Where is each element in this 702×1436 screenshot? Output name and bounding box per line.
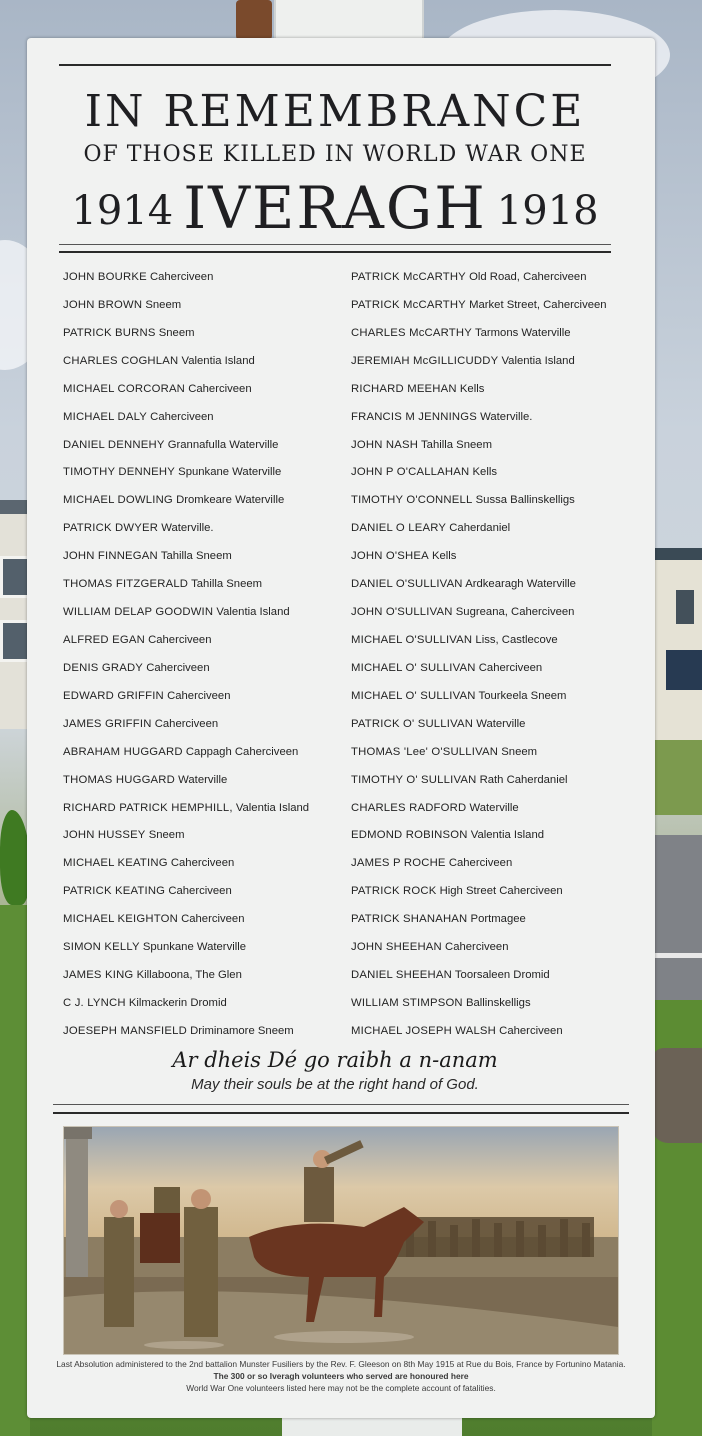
soldier-place: Kells	[431, 550, 457, 563]
soldier-name: JAMES GRIFFIN	[63, 717, 152, 730]
title-rule	[59, 251, 611, 253]
soldier-name: C J. LYNCH	[63, 996, 126, 1009]
soldier-name: MICHAEL DALY	[63, 410, 148, 423]
soldier-name: TIMOTHY O' SULLIVAN	[351, 773, 477, 786]
title-rule-thin	[59, 244, 611, 245]
memorial-entry	[351, 937, 651, 965]
memorial-entry	[351, 825, 651, 853]
memorial-entry	[351, 909, 651, 937]
memorial-entry	[63, 909, 363, 937]
caption-painting: Last Absolution administered to the 2nd battalion Munster Fusiliers by the Rev. F. Gleeson on 8th May 1915 at Rue du Bois, France by Fortunino Matania.	[56, 1359, 626, 1369]
soldier-place: Liss, Castlecove	[475, 633, 558, 646]
memorial-entry	[63, 295, 363, 323]
memorial-entry	[63, 602, 363, 630]
names-column-right	[351, 267, 651, 1049]
soldier-place: Caherciveen	[146, 661, 210, 674]
soldier-place: Tahilla Sneem	[421, 438, 492, 451]
memorial-entry	[351, 1021, 651, 1049]
soldier-place: Waterville.	[480, 410, 533, 423]
soldier-name: PATRICK DWYER	[63, 522, 159, 535]
soldier-place: Spunkane Waterville	[142, 941, 247, 954]
soldier-name: JOESEPH MANSFIELD	[63, 1024, 187, 1037]
soldier-place: Toorsaleen Dromid	[454, 969, 550, 982]
soldier-name: DANIEL O'SULLIVAN	[351, 578, 463, 591]
soldier-name: PATRICK ROCK	[351, 885, 437, 898]
soldier-place: Valentia Island	[501, 354, 575, 367]
year-end: 1918	[496, 188, 599, 234]
soldier-place: Sneem	[145, 298, 182, 311]
soldier-name: FRANCIS M JENNINGS	[351, 410, 477, 423]
soldier-name: DANIEL O LEARY	[351, 522, 447, 535]
memorial-entry	[63, 267, 363, 295]
window	[676, 590, 694, 624]
blessing-english: May their souls be at the right hand of God.	[191, 1076, 479, 1093]
soldier-name: JAMES KING	[63, 969, 134, 982]
hedge-left	[0, 810, 30, 905]
memorial-entry	[63, 630, 363, 658]
hedge-right	[650, 735, 702, 815]
soldier-name: PATRICK O' SULLIVAN	[351, 717, 474, 730]
place-name: IVERAGH	[183, 174, 487, 242]
soldier-name: ALFRED EGAN	[63, 633, 145, 646]
memorial-entry	[63, 1021, 363, 1049]
memorial-entry	[63, 379, 363, 407]
memorial-entry	[351, 798, 651, 826]
soldier-place: Kells	[459, 382, 485, 395]
memorial-entry	[351, 881, 651, 909]
soldier-name: TIMOTHY O'CONNELL	[351, 494, 473, 507]
soldier-name: PATRICK BURNS	[63, 326, 156, 339]
soldier-place: Cappagh Caherciveen	[185, 745, 299, 758]
memorial-entry	[63, 993, 363, 1021]
soldier-name: WILLIAM DELAP GOODWIN	[63, 606, 214, 619]
soldier-place: Waterville	[476, 717, 526, 730]
soldier-name: JOHN BROWN	[63, 298, 143, 311]
soldier-name: CHARLES RADFORD	[351, 801, 467, 814]
soldier-place: Rath Caherdaniel	[479, 773, 568, 786]
memorial-entry	[351, 546, 651, 574]
soldier-place: Tourkeela Sneem	[478, 689, 567, 702]
soldier-place: Caherciveen	[478, 661, 543, 674]
year-start: 1914	[71, 188, 174, 234]
memorial-entry	[351, 853, 651, 881]
soldier-name: JOHN BOURKE	[63, 271, 147, 283]
soldier-place: High Street Caherciveen	[439, 885, 563, 898]
soldier-place: Ardkearagh Waterville	[465, 578, 576, 591]
soldier-place: Valentia Island	[470, 829, 545, 842]
soldier-place: Tahilla Sneem	[160, 550, 232, 563]
soldier-place: Valentia Island	[181, 354, 255, 367]
soldier-place: Dromkeare Waterville	[176, 494, 285, 507]
caption-note: World War One volunteers listed here may not be the complete account of fatalities.	[186, 1383, 496, 1393]
soldier-name: DANIEL SHEEHAN	[351, 969, 452, 982]
soldier-name: ABRAHAM HUGGARD	[63, 745, 183, 758]
soldier-name: MICHAEL KEATING	[63, 857, 168, 870]
shop-front	[666, 650, 702, 690]
soldier-name: JOHN O'SULLIVAN	[351, 606, 453, 619]
soldier-place: Waterville	[469, 801, 519, 814]
pole-ornament	[236, 0, 272, 40]
soldier-name: JOHN SHEEHAN	[351, 941, 442, 954]
memorial-entry	[351, 770, 651, 798]
soldier-place: Caherciveen	[149, 271, 214, 283]
blessing-rule	[53, 1112, 629, 1114]
memorial-entry	[351, 630, 651, 658]
memorial-entry	[351, 714, 651, 742]
memorial-entry	[63, 574, 363, 602]
soldier-name: RICHARD PATRICK HEMPHILL,	[63, 801, 233, 814]
soldier-place: Caherciveen	[499, 1024, 563, 1037]
soldier-name: MICHAEL O' SULLIVAN	[351, 689, 476, 702]
soldier-name: PATRICK McCARTHY	[351, 271, 466, 283]
memorial-entry	[351, 435, 651, 463]
soldier-place: Tahilla Sneem	[191, 578, 263, 591]
caption-honour: The 300 or so Iveragh volunteers who served are honoured here	[213, 1371, 469, 1381]
memorial-entry	[351, 323, 651, 351]
soldier-name: MICHAEL DOWLING	[63, 494, 173, 507]
soldier-place: Caherdaniel	[449, 522, 511, 535]
memorial-entry	[63, 798, 363, 826]
soldier-name: JOHN NASH	[351, 438, 419, 451]
soldier-name: SIMON KELLY	[63, 941, 140, 954]
soldier-place: Tarmons Waterville	[474, 326, 571, 339]
title-remembrance: IN REMEMBRANCE	[84, 86, 586, 137]
memorial-entry	[63, 518, 363, 546]
soldier-name: THOMAS HUGGARD	[63, 773, 176, 786]
soldier-place: Ballinskelligs	[465, 996, 531, 1009]
memorial-entry	[351, 658, 651, 686]
memorial-entry	[351, 407, 651, 435]
soldier-place: Kells	[472, 466, 497, 479]
memorial-entry	[63, 435, 363, 463]
memorial-entry	[351, 351, 651, 379]
soldier-place: Caherciveen	[150, 410, 214, 423]
soldier-place: Driminamore Sneem	[190, 1024, 294, 1037]
soldier-name: EDWARD GRIFFIN	[63, 689, 164, 702]
memorial-entry	[63, 825, 363, 853]
soldier-name: MICHAEL CORCORAN	[63, 382, 186, 395]
soldier-place: Kilmackerin Dromid	[128, 996, 227, 1009]
memorial-entry	[63, 714, 363, 742]
road	[648, 835, 702, 1000]
soldier-place: Valentia Island	[216, 606, 290, 619]
grass-left	[0, 905, 30, 1436]
memorial-entry	[63, 686, 363, 714]
memorial-entry	[351, 295, 651, 323]
memorial-entry	[63, 490, 363, 518]
soldier-place: Spunkane Waterville	[178, 466, 282, 479]
blessing-rule-thin	[53, 1104, 629, 1105]
soldier-place: Waterville.	[161, 522, 214, 535]
soldier-place: Caherciveen	[181, 913, 245, 926]
blessing-irish: Ar dheis Dé go raibh a n-anam	[172, 1048, 498, 1072]
soldier-name: EDMOND ROBINSON	[351, 829, 468, 842]
soldier-place: Caherciveen	[170, 857, 235, 870]
memorial-entry	[351, 993, 651, 1021]
memorial-entry	[351, 518, 651, 546]
soldier-place: Caherciveen	[188, 382, 252, 395]
soldier-name: TIMOTHY DENNEHY	[63, 466, 176, 479]
memorial-entry	[351, 602, 651, 630]
memorial-entry	[63, 742, 363, 770]
soldier-name: THOMAS 'Lee' O'SULLIVAN	[351, 745, 499, 758]
soldier-name: DENIS GRADY	[63, 661, 144, 674]
soldier-place: Caherciveen	[148, 633, 212, 646]
memorial-entry	[63, 351, 363, 379]
soldier-place: Sneem	[501, 745, 538, 758]
title-iveragh	[27, 174, 643, 242]
soldier-place: Portmagee	[470, 913, 526, 926]
soldier-name: PATRICK KEATING	[63, 885, 166, 898]
memorial-entry	[63, 407, 363, 435]
soldier-place: Caherciveen	[167, 689, 231, 702]
memorial-entry	[63, 965, 363, 993]
rock	[652, 1048, 702, 1143]
soldier-place: Grannafulla Waterville	[167, 438, 279, 451]
soldier-place: Caherciveen	[445, 941, 509, 954]
soldier-place: Killaboona, The Glen	[136, 969, 242, 982]
memorial-entry	[351, 379, 651, 407]
soldier-name: RICHARD MEEHAN	[351, 382, 457, 395]
soldier-place: Sussa Ballinskelligs	[475, 494, 575, 507]
painting-last-absolution	[63, 1126, 619, 1355]
memorial-entry	[351, 742, 651, 770]
soldier-name: MICHAEL KEIGHTON	[63, 913, 178, 926]
top-rule	[59, 64, 611, 66]
soldier-place: Sneem	[148, 829, 185, 842]
soldier-name: JOHN FINNEGAN	[63, 550, 158, 563]
soldier-place: Valentia Island	[235, 801, 310, 814]
soldier-name: MICHAEL O'SULLIVAN	[351, 633, 473, 646]
soldier-place: Caherciveen	[154, 717, 219, 730]
memorial-entry	[351, 574, 651, 602]
memorial-entry	[63, 658, 363, 686]
memorial-entry	[63, 853, 363, 881]
soldier-name: CHARLES COGHLAN	[63, 354, 179, 367]
memorial-entry	[351, 490, 651, 518]
soldier-place: Sugreana, Caherciveen	[455, 606, 575, 619]
soldier-name: CHARLES McCARTHY	[351, 326, 473, 339]
soldier-name: JOHN O'SHEA	[351, 550, 429, 563]
names-column-left	[63, 267, 363, 1049]
soldier-name: PATRICK SHANAHAN	[351, 913, 468, 926]
soldier-name: MICHAEL JOSEPH WALSH	[351, 1024, 497, 1037]
memorial-entry	[351, 267, 651, 295]
memorial-entry	[351, 965, 651, 993]
soldier-name: JOHN P O'CALLAHAN	[351, 466, 470, 479]
soldier-place: Market Street, Caherciveen	[469, 298, 607, 311]
soldier-place: Caherciveen	[448, 857, 513, 870]
memorial-entry	[63, 546, 363, 574]
title-subtitle: OF THOSE KILLED IN WORLD WAR ONE	[83, 142, 587, 167]
soldier-name: JOHN HUSSEY	[63, 829, 146, 842]
soldier-name: MICHAEL O' SULLIVAN	[351, 661, 476, 674]
memorial-entry	[63, 323, 363, 351]
soldier-name: JEREMIAH McGILLICUDDY	[351, 354, 499, 367]
soldier-name: WILLIAM STIMPSON	[351, 996, 463, 1009]
memorial-entry	[351, 462, 651, 490]
soldier-name: PATRICK McCARTHY	[351, 298, 466, 311]
soldier-place: Old Road, Caherciveen	[469, 271, 587, 283]
memorial-entry	[63, 462, 363, 490]
memorial-entry	[63, 770, 363, 798]
soldier-place: Sneem	[158, 326, 195, 339]
memorial-entry	[63, 881, 363, 909]
soldier-name: DANIEL DENNEHY	[63, 438, 165, 451]
soldier-name: THOMAS FITZGERALD	[63, 578, 189, 591]
soldier-place: Caherciveen	[168, 885, 232, 898]
memorial-entry	[63, 937, 363, 965]
memorial-entry	[351, 686, 651, 714]
memorial-board	[27, 38, 655, 1418]
soldier-name: JAMES P ROCHE	[351, 857, 446, 870]
soldier-place: Waterville	[178, 773, 228, 786]
